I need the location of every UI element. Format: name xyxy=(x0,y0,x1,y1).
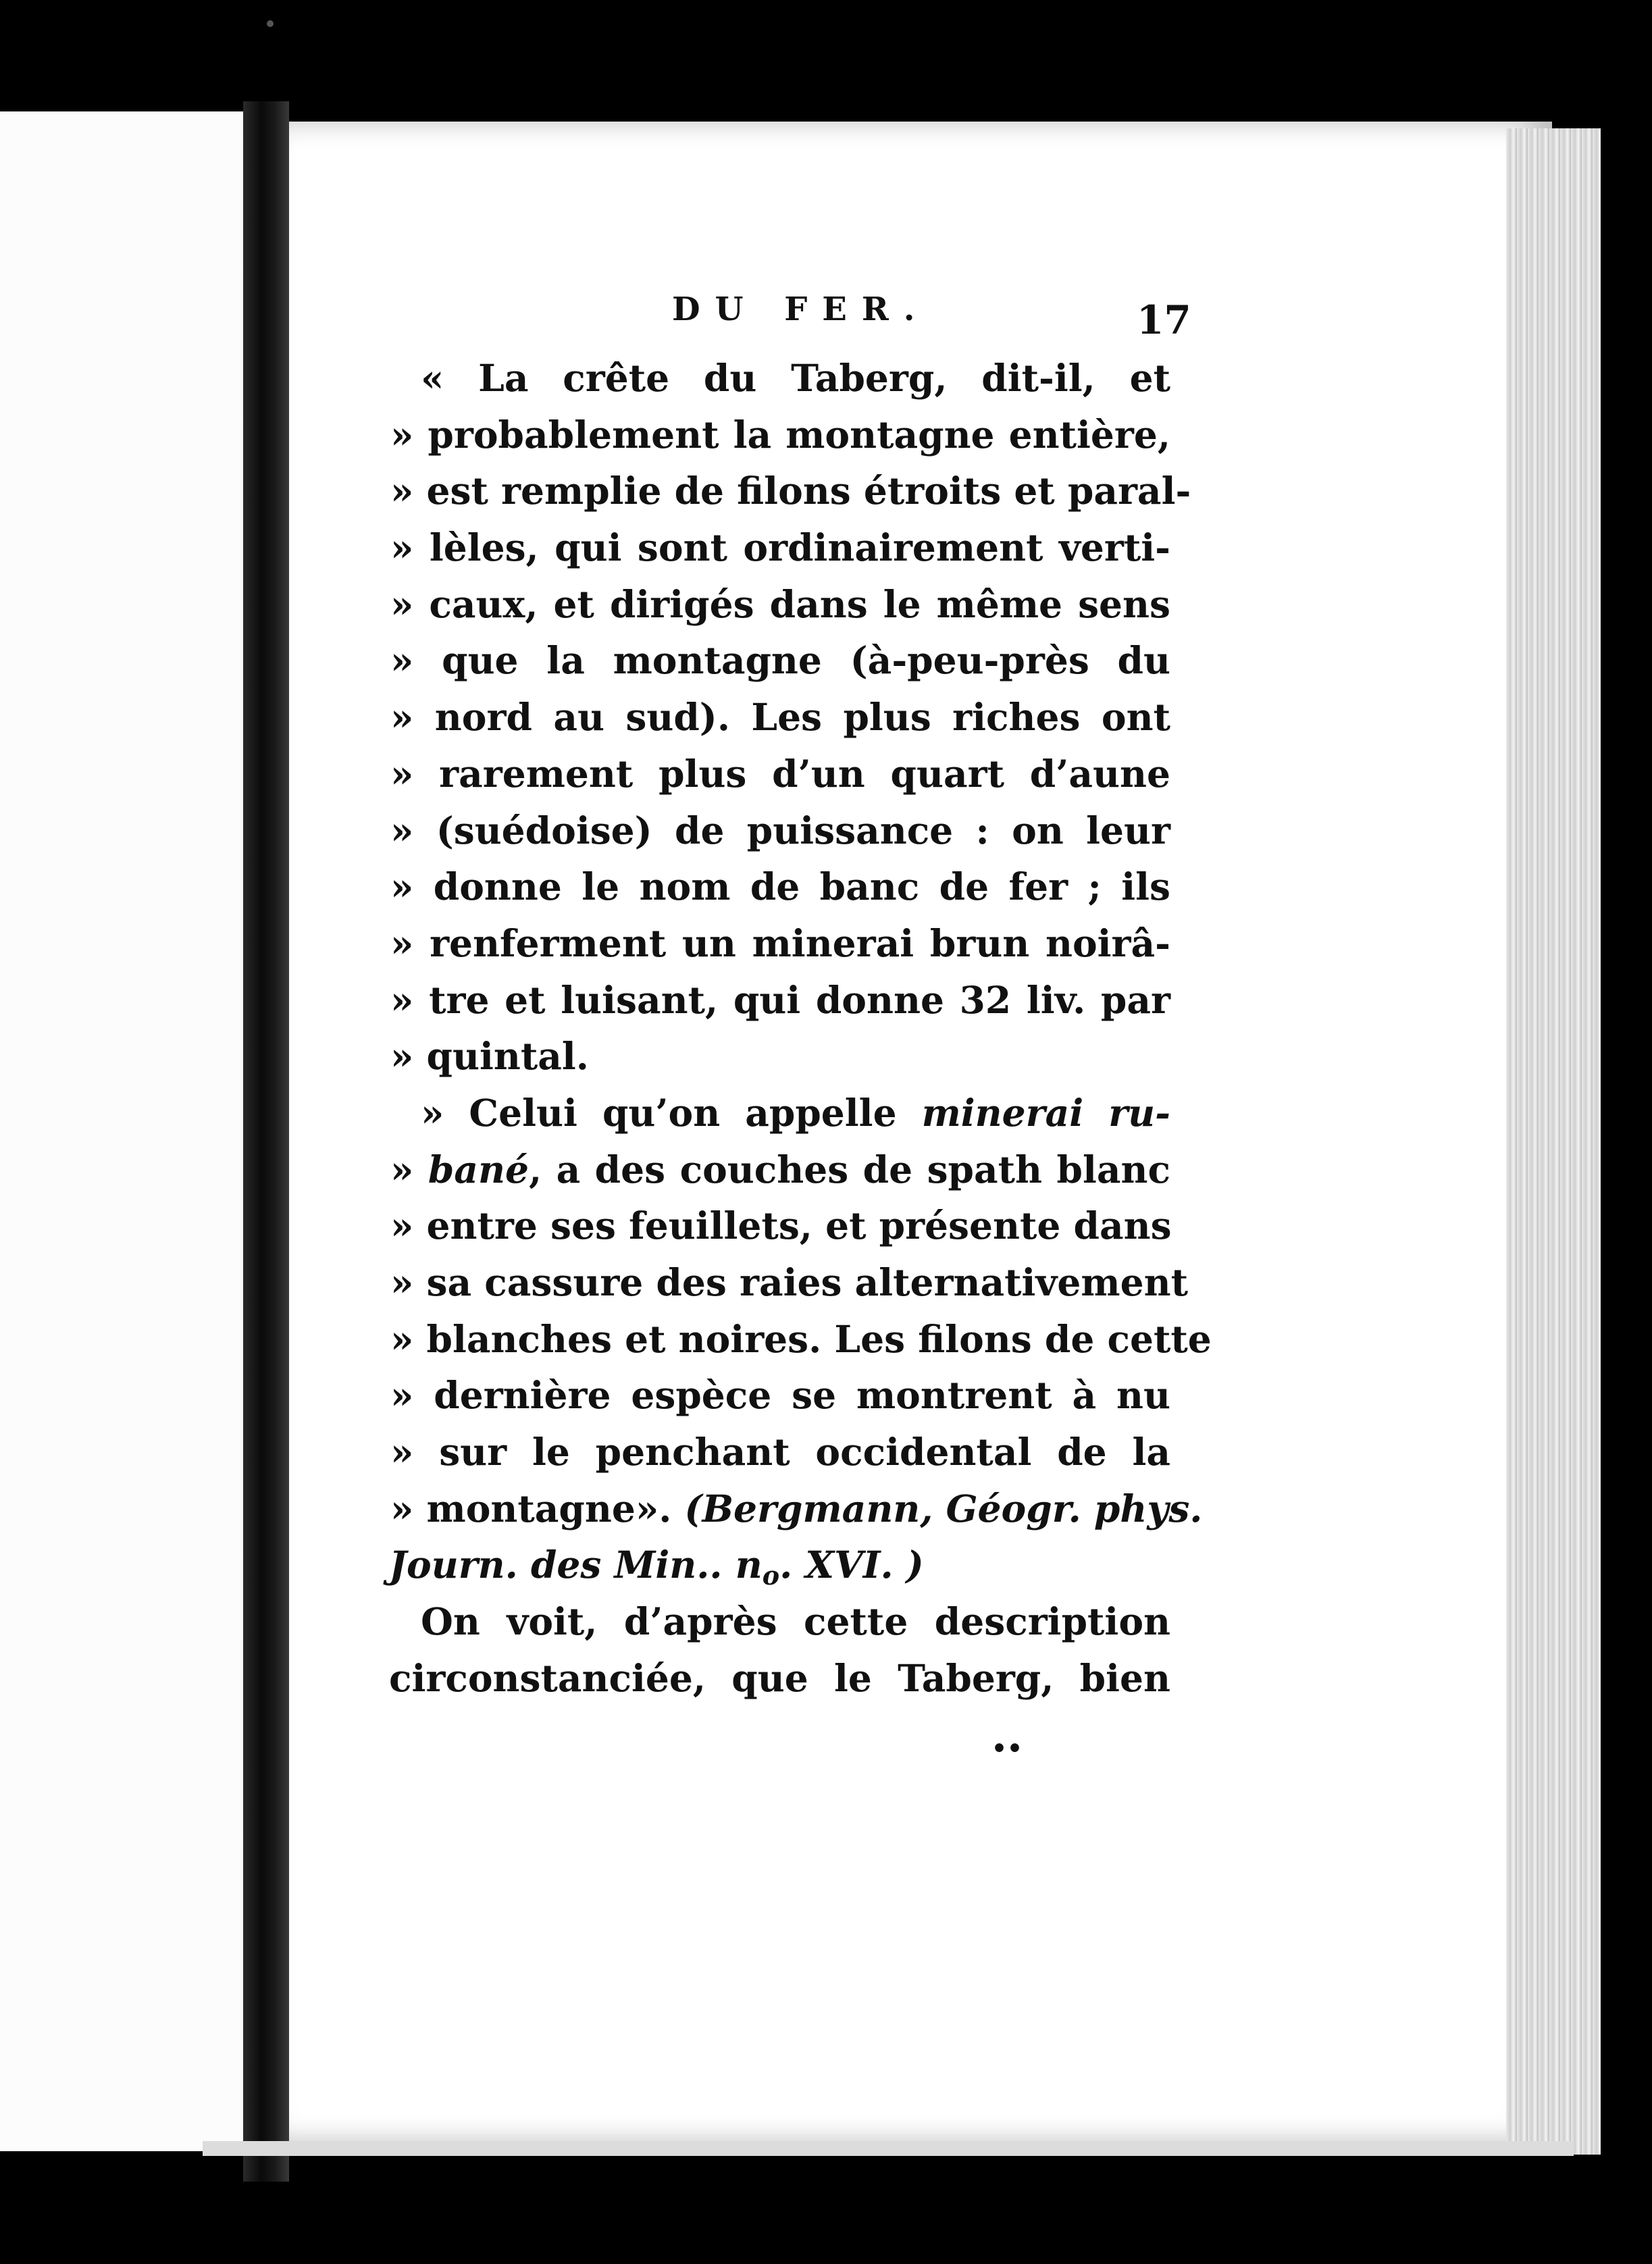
citation: Journ. des Min.. n xyxy=(389,1543,763,1587)
text-line: » entre ses feuillets, et présente dans xyxy=(390,1204,1172,1248)
text-line: » sa cassure des raies alternativement xyxy=(390,1260,1188,1304)
page-bottom-edge xyxy=(203,2141,1574,2156)
text-line: » tre et luisant, qui donne 32 liv. par xyxy=(390,977,1170,1022)
dust-speck xyxy=(267,20,274,27)
text-line: » (suédoise) de puissance : on leur xyxy=(390,808,1170,852)
text-line: » donne le nom de banc de fer ; ils xyxy=(390,865,1170,909)
citation: . XVI. ) xyxy=(779,1543,924,1587)
italic-term: minerai ru- xyxy=(921,1090,1170,1135)
running-head: DU FER. xyxy=(672,290,930,328)
text-span: , a des couches de spath blanc xyxy=(528,1147,1170,1191)
text-line: » sur le penchant occidental de la xyxy=(390,1430,1170,1474)
citation-line xyxy=(389,1537,1170,1593)
page-edges xyxy=(1506,128,1601,2155)
text-line: » dernière espèce se montrent à nu xyxy=(390,1373,1170,1418)
text-line: » nord au sud). Les plus riches ont xyxy=(390,695,1170,740)
book-gutter xyxy=(243,101,289,2182)
catchword: •• xyxy=(991,1734,1023,1763)
text-line xyxy=(390,1141,1170,1198)
text-line: » probablement la montagne entière, xyxy=(390,412,1170,457)
text-line: » renferment un minerai brun noirâ- xyxy=(390,921,1170,965)
text-line: » est remplie de filons étroits et paral- xyxy=(390,469,1191,513)
text-span: » montagne». xyxy=(390,1486,685,1530)
italic-term: bané xyxy=(428,1147,529,1191)
text-line: » blanches et noires. Les filons de cette xyxy=(390,1316,1212,1361)
citation: (Bergmann, Géogr. phys. xyxy=(684,1486,1203,1530)
text-line: circonstanciée, que le Taberg, bien xyxy=(389,1655,1170,1700)
text-line: » rarement plus d’un quart d’aune xyxy=(390,751,1170,796)
text-line xyxy=(390,1481,1203,1537)
page-number: 17 xyxy=(1137,297,1191,343)
text-line: On voit, d’après cette description xyxy=(421,1599,1170,1644)
text-line: » que la montagne (à-peu-près du xyxy=(390,638,1170,683)
text-line: » quintal. xyxy=(390,1034,589,1079)
text-line: » lèles, qui sont ordinairement verti- xyxy=(390,525,1170,570)
text-line xyxy=(390,1085,1170,1141)
citation-subscript: o xyxy=(762,1560,780,1591)
facing-page xyxy=(0,111,243,2151)
text-line: » caux, et dirigés dans le même sens xyxy=(390,582,1170,626)
text-span: » xyxy=(390,1147,428,1191)
text-span: » Celui qu’on appelle xyxy=(421,1090,922,1135)
text-line: « La crête du Taberg, dit-il, et xyxy=(421,356,1170,400)
page-body xyxy=(389,350,1212,1707)
